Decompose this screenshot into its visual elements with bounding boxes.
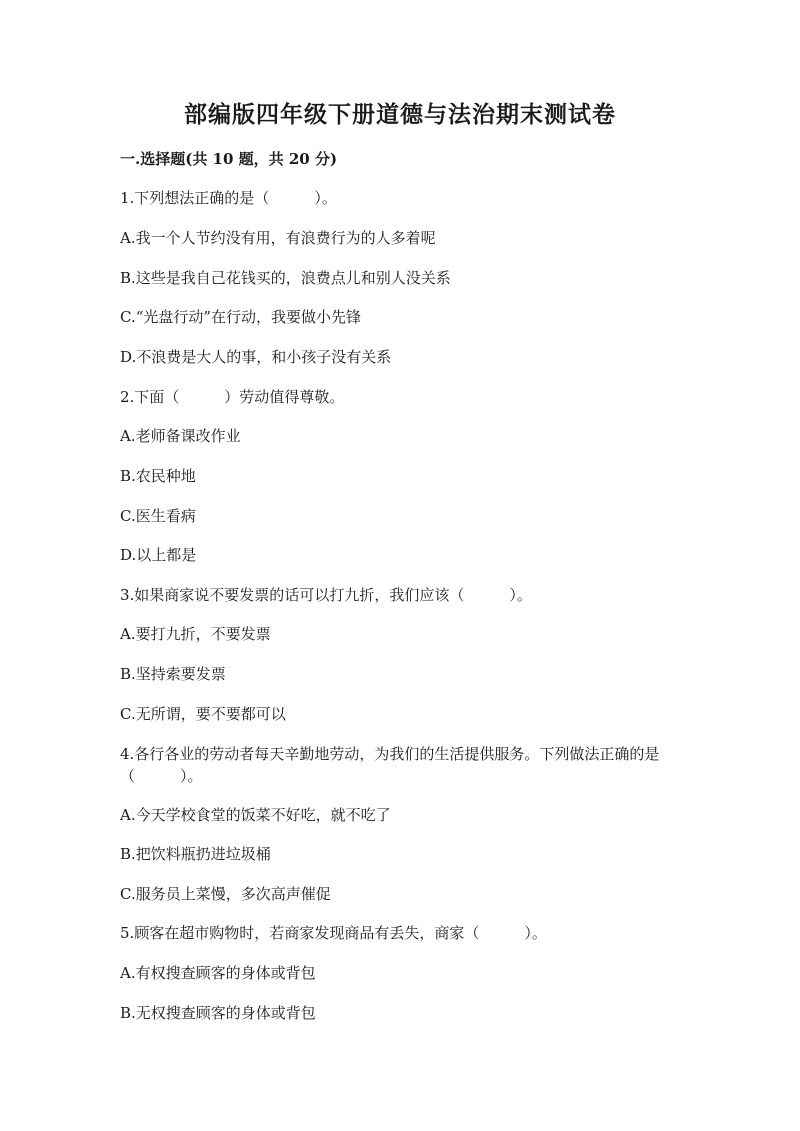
question-stem: 1.下列想法正确的是（ ）。: [120, 189, 337, 207]
option-d: D.以上都是: [120, 546, 197, 564]
option-b: B.把饮料瓶扔进垃圾桶: [120, 845, 271, 863]
question-stem: 5.顾客在超市购物时，若商家发现商品有丢失，商家（ ）。: [120, 924, 547, 942]
option-a: A.老师备课改作业: [120, 427, 241, 445]
question-stem: 2.下面（ ）劳动值得尊敬。: [120, 388, 345, 406]
option-b: B.无权搜查顾客的身体或背包: [120, 1004, 316, 1022]
option-c: C.无所谓，要不要都可以: [120, 705, 286, 723]
option-b: B.这些是我自己花钱买的，浪费点儿和别人没关系: [120, 269, 451, 287]
option-a: A.今天学校食堂的饭菜不好吃，就不吃了: [120, 806, 391, 824]
page-title: 部编版四年级下册道德与法治期末测试卷: [184, 101, 616, 128]
option-b: B.农民种地: [120, 467, 196, 485]
option-c: C.服务员上菜慢，多次高声催促: [120, 885, 331, 903]
option-a: A.我一个人节约没有用，有浪费行为的人多着呢: [120, 229, 436, 247]
option-c: C.“光盘行动”在行动，我要做小先锋: [120, 308, 362, 326]
option-b: B.坚持索要发票: [120, 665, 226, 683]
option-a: A.要打九折，不要发票: [120, 625, 271, 643]
question-stem: 4.各行各业的劳动者每天辛勤地劳动，为我们的生活提供服务。下列做法正确的是（ ）。: [120, 745, 660, 785]
option-a: A.有权搜查顾客的身体或背包: [120, 964, 316, 982]
question-stem: 3.如果商家说不要发票的话可以打九折，我们应该（ ）。: [120, 586, 532, 604]
option-c: C.医生看病: [120, 507, 196, 525]
option-d: D.不浪费是大人的事，和小孩子没有关系: [120, 348, 392, 366]
section-heading: 一.选择题(共 10 题，共 20 分): [120, 150, 338, 168]
